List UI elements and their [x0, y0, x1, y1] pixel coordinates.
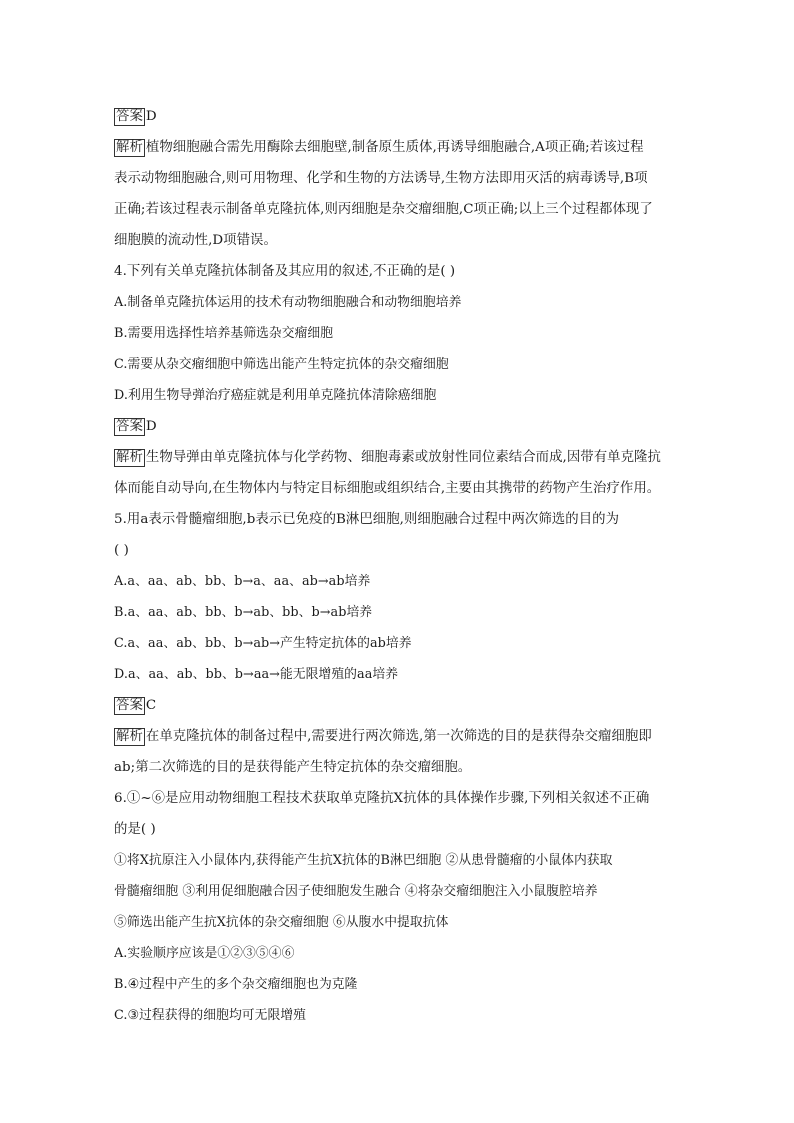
answer-value: C [145, 698, 157, 713]
option-b: B.需要用选择性培养基筛选杂交瘤细胞 [114, 326, 334, 341]
analysis-tag: 解析 [116, 450, 143, 465]
analysis-line [114, 442, 686, 473]
option-b: B.a、aa、ab、bb、b→ab、bb、b→ab培养 [114, 605, 373, 620]
question-stem: 的是( ) [114, 822, 156, 837]
option-a: A.实验顺序应该是①②③⑤④⑥ [114, 946, 295, 961]
option-c: C.需要从杂交瘤细胞中筛选出能产生特定抗体的杂交瘤细胞 [114, 357, 449, 372]
analysis-line: ab;第二次筛选的目的是获得能产生特定抗体的杂交瘤细胞。 [114, 760, 472, 775]
answer-tag: 答案 [116, 109, 143, 124]
analysis-line: 体而能自动导向,在生物体内与特定目标细胞或组织结合,主要由其携带的药物产生治疗作用。 [114, 481, 661, 496]
answer-line [114, 411, 686, 442]
step-list-line: 骨髓瘤细胞 ③利用促细胞融合因子使细胞发生融合 ④将杂交瘤细胞注入小鼠腹腔培养 [114, 884, 598, 899]
analysis-tag: 解析 [116, 140, 143, 155]
analysis-text: 在单克隆抗体的制备过程中,需要进行两次筛选,第一次筛选的目的是获得杂交瘤细胞即 [145, 729, 652, 744]
option-d: D.利用生物导弹治疗癌症就是利用单克隆抗体清除癌细胞 [114, 388, 437, 403]
answer-line [114, 101, 686, 132]
question-stem: ( ) [114, 543, 129, 558]
question-stem: 4.下列有关单克隆抗体制备及其应用的叙述,不正确的是( ) [114, 264, 456, 279]
option-c: C.a、aa、ab、bb、b→ab→产生特定抗体的ab培养 [114, 636, 412, 651]
option-c: C.③过程获得的细胞均可无限增殖 [114, 1008, 307, 1023]
answer-tag: 答案 [116, 419, 143, 434]
question-stem: 5.用a表示骨髓瘤细胞,b表示已免疫的B淋巴细胞,则细胞融合过程中两次筛选的目的为 [114, 512, 620, 527]
answer-line [114, 690, 686, 721]
option-d: D.a、aa、ab、bb、b→aa→能无限增殖的aa培养 [114, 667, 399, 682]
analysis-line [114, 721, 686, 752]
analysis-line: 表示动物细胞融合,则可用物理、化学和生物的方法诱导,生物方法即用灭活的病毒诱导,B项 [114, 171, 648, 186]
analysis-line: 细胞膜的流动性,D项错误。 [114, 233, 277, 248]
step-list-line: ①将X抗原注入小鼠体内,获得能产生抗X抗体的B淋巴细胞 ②从患骨髓瘤的小鼠体内获取 [114, 853, 613, 868]
answer-value: D [145, 109, 157, 124]
analysis-line [114, 132, 686, 163]
analysis-tag: 解析 [116, 729, 143, 744]
analysis-line: 正确;若该过程表示制备单克隆抗体,则丙细胞是杂交瘤细胞,C项正确;以上三个过程都体现了 [114, 202, 653, 217]
analysis-text: 生物导弹由单克隆抗体与化学药物、细胞毒素或放射性同位素结合而成,因带有单克隆抗 [145, 450, 661, 465]
page-content [114, 101, 686, 1031]
answer-value: D [145, 419, 157, 434]
option-b: B.④过程中产生的多个杂交瘤细胞也为克隆 [114, 977, 358, 992]
analysis-text: 植物细胞融合需先用酶除去细胞壁,制备原生质体,再诱导细胞融合,A项正确;若该过程 [145, 140, 644, 155]
option-a: A.制备单克隆抗体运用的技术有动物细胞融合和动物细胞培养 [114, 295, 462, 310]
option-a: A.a、aa、ab、bb、b→a、aa、ab→ab培养 [114, 574, 371, 589]
answer-tag: 答案 [116, 698, 143, 713]
step-list-line: ⑤筛选出能产生抗X抗体的杂交瘤细胞 ⑥从腹水中提取抗体 [114, 915, 449, 930]
question-stem: 6.①~⑥是应用动物细胞工程技术获取单克隆抗X抗体的具体操作步骤,下列相关叙述不正确 [114, 791, 650, 806]
